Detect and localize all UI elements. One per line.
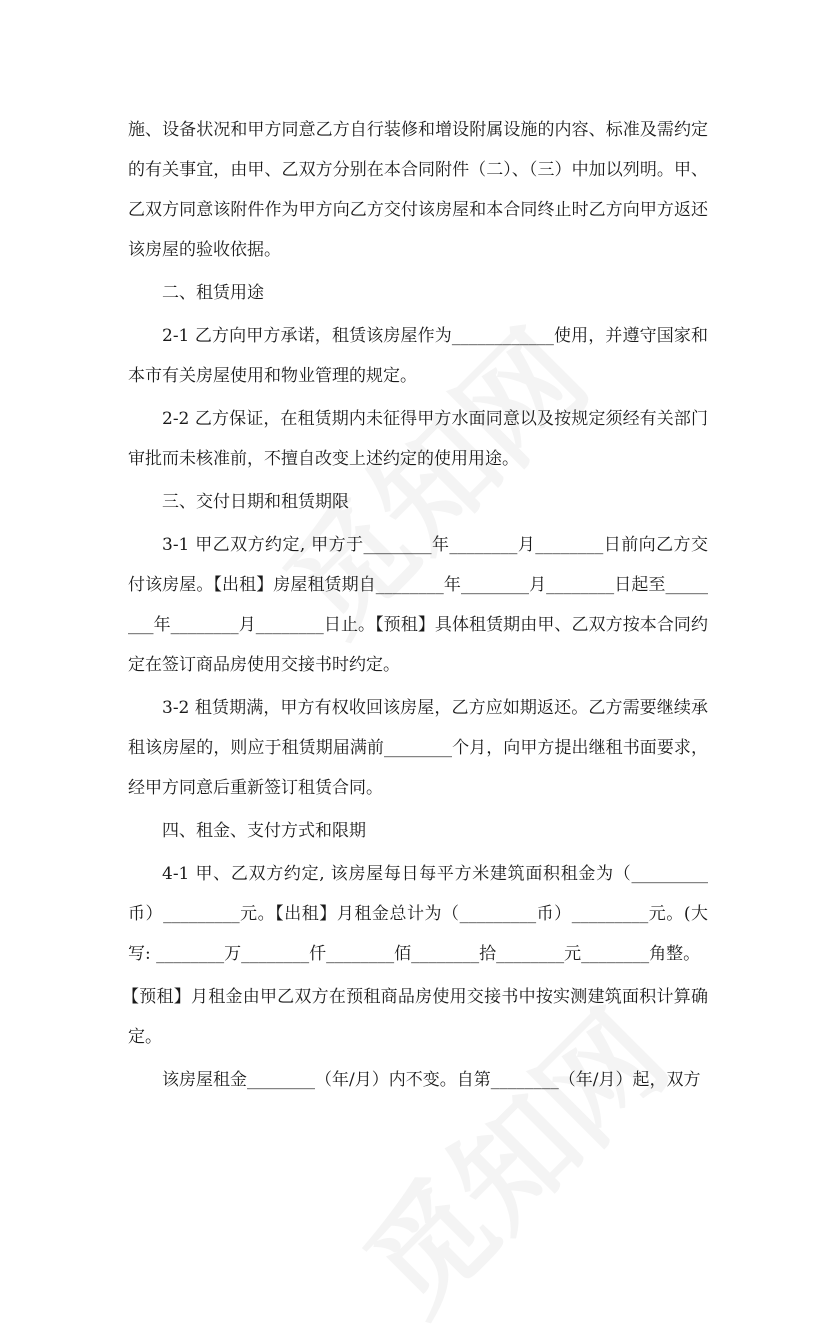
heading-section-3: 三、交付日期和租赁期限 [162,492,349,512]
heading-section-4: 四、租金、支付方式和限期 [162,821,366,841]
paragraph-rent-unchanged: 该房屋租金________（年/月）内不变。自第________（年/月）起，双方 [162,1070,701,1090]
document-body [122,110,708,1103]
paragraph-4-1: 4-1 甲、乙双方约定, 该房屋每日每平方米建筑面积租金为（_________币）_________元。【出租】月租金总计为（_________币）_________元。(大写: ________万________仟________佰________拾________元________角整。 [128,864,708,964]
paragraph-2-1: 2-1 乙方向甲方承诺，租赁该房屋作为____________使用，并遵守国家和本市有关房屋使用和物业管理的规定。 [128,326,708,386]
paragraph-2-2: 2-2 乙方保证，在租赁期内未征得甲方水面同意以及按规定须经有关部门审批而未核准前，不擅自改变上述约定的使用用途。 [128,409,708,469]
heading-section-2: 二、租赁用途 [162,283,264,303]
paragraph-3-2: 3-2 租赁期满，甲方有权收回该房屋，乙方应如期返还。乙方需要继续承租该房屋的，则应于租赁期届满前________个月，向甲方提出继租书面要求，经甲方同意后重新签订租赁合同。 [128,698,708,798]
paragraph-facilities-continued: 施、设备状况和甲方同意乙方自行装修和增设附属设施的内容、标准及需约定的有关事宜，由甲、乙双方分别在本合同附件（二）、（三）中加以列明。甲、乙双方同意该附件作为甲方向乙方交付该房屋和本合同终止时乙方向甲方返还该房屋的验收依据。 [128,120,708,260]
paragraph-3-1: 3-1 甲乙双方约定, 甲方于________年________月________日前向乙方交付该房屋。【出租】房屋租赁期自________年________月________日起至________年________月________日止。【预租】具体租赁期由甲、乙双方按本合同约定在签订商品房使用交接书时约定。 [128,535,708,675]
paragraph-presale-rent: 【预租】月租金由甲乙双方在预租商品房使用交接书中按实测建筑面积计算确定。 [122,987,708,1047]
